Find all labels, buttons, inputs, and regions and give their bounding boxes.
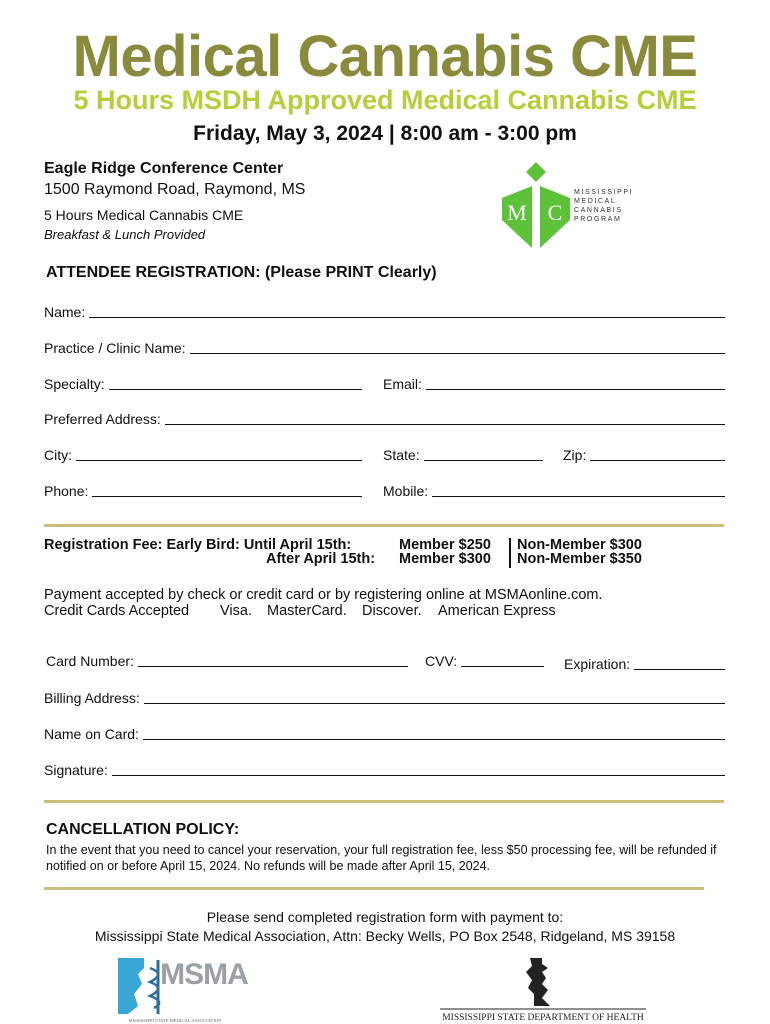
venue-meals: Breakfast & Lunch Provided xyxy=(44,227,206,242)
head-silhouette-icon xyxy=(526,958,550,1006)
cvv-label: CVV: xyxy=(425,653,458,669)
venue-name: Eagle Ridge Conference Center xyxy=(44,160,284,177)
name-on-card-label: Name on Card: xyxy=(44,726,139,742)
card-visa: Visa. xyxy=(220,603,252,619)
practice-line[interactable] xyxy=(190,353,725,354)
logo-line-3: CANNABIS xyxy=(574,207,623,214)
billing-address-label: Billing Address: xyxy=(44,690,140,706)
billing-address-line[interactable] xyxy=(144,703,725,704)
mobile-line[interactable] xyxy=(432,496,725,497)
fee-label: Registration Fee: Early Bird: Until April 15th: xyxy=(44,537,352,553)
divider xyxy=(44,887,704,890)
name-on-card-field[interactable] xyxy=(44,722,725,742)
cards-accepted-label: Credit Cards Accepted xyxy=(44,603,190,619)
expiration-line[interactable] xyxy=(634,669,725,670)
fee-early-nonmember: Non-Member $300 xyxy=(517,537,642,553)
phone-line[interactable] xyxy=(92,496,362,497)
fee-after-member: Member $300 xyxy=(399,551,491,567)
email-line[interactable] xyxy=(426,389,725,390)
signature-field[interactable] xyxy=(44,758,725,778)
msdh-caption: MISSISSIPPI STATE DEPARTMENT OF HEALTH xyxy=(442,1013,644,1023)
card-number-line[interactable] xyxy=(138,666,408,667)
signature-label: Signature: xyxy=(44,762,108,778)
logo-letter-c: C xyxy=(547,200,563,225)
card-mastercard: MasterCard. xyxy=(267,603,347,619)
mailing-instruction: Please send completed registration form with payment to: xyxy=(206,909,564,925)
specialty-field[interactable] xyxy=(44,372,362,392)
phone-label: Phone: xyxy=(44,483,89,499)
msma-caption: MISSISSIPPI STATE MEDICAL ASSOCIATION xyxy=(128,1018,222,1023)
page-title: Medical Cannabis CME xyxy=(72,24,698,89)
divider xyxy=(44,524,724,527)
billing-address-field[interactable] xyxy=(44,686,725,706)
city-label: City: xyxy=(44,447,72,463)
address-line[interactable] xyxy=(165,424,725,425)
expiration-label: Expiration: xyxy=(564,656,631,672)
practice-field[interactable] xyxy=(44,336,725,356)
expiration-field[interactable] xyxy=(564,652,725,672)
msma-logo xyxy=(114,954,248,1024)
card-number-field[interactable] xyxy=(46,649,408,669)
page-subtitle: 5 Hours MSDH Approved Medical Cannabis CME xyxy=(73,85,697,115)
payment-info: Payment accepted by check or credit card or by registering online at MSMAonline.com. xyxy=(44,587,603,603)
address-field[interactable] xyxy=(44,407,725,427)
zip-field[interactable] xyxy=(563,443,725,463)
venue-address: 1500 Raymond Road, Raymond, MS xyxy=(44,181,306,198)
event-date-time: Friday, May 3, 2024 | 8:00 am - 3:00 pm xyxy=(193,122,577,145)
caduceus-icon xyxy=(150,960,159,1014)
mailing-address: Mississippi State Medical Association, Attn: Becky Wells, PO Box 2548, Ridgeland, MS 39158 xyxy=(94,928,676,944)
divider xyxy=(44,800,724,803)
phone-field[interactable] xyxy=(44,479,362,499)
state-line[interactable] xyxy=(424,460,543,461)
venue-hours: 5 Hours Medical Cannabis CME xyxy=(44,207,244,223)
cancellation-heading: CANCELLATION POLICY: xyxy=(46,821,240,838)
mobile-label: Mobile: xyxy=(383,483,429,499)
state-label: State: xyxy=(383,447,420,463)
fee-after-label: After April 15th: xyxy=(266,551,376,567)
state-field[interactable] xyxy=(383,443,543,463)
mississippi-state-shape xyxy=(118,958,144,1014)
registration-heading: ATTENDEE REGISTRATION: (Please PRINT Clearly) xyxy=(46,264,437,281)
specialty-line[interactable] xyxy=(109,389,362,390)
mobile-field[interactable] xyxy=(383,479,725,499)
logo-letter-m: M xyxy=(507,200,527,225)
specialty-label: Specialty: xyxy=(44,376,105,392)
logo-line-2: MEDICAL xyxy=(574,198,617,205)
fee-after-nonmember: Non-Member $350 xyxy=(517,551,642,567)
logo-line-1: MISSISSIPPI xyxy=(574,189,634,196)
card-number-label: Card Number: xyxy=(46,653,134,669)
name-on-card-line[interactable] xyxy=(143,739,725,740)
msdh-logo xyxy=(438,954,648,1024)
name-field[interactable] xyxy=(44,300,725,320)
city-field[interactable] xyxy=(44,443,362,463)
signature-line[interactable] xyxy=(112,775,725,776)
msma-letters: MSMA xyxy=(160,958,248,991)
cancellation-text: In the event that you need to cancel your reservation, your full registration fee, less $50 processing fee, will be refunded if notified on or before April 15, 2024. No refunds will be made after April 15, 2024. xyxy=(46,843,717,873)
email-label: Email: xyxy=(383,376,422,392)
practice-label: Practice / Clinic Name: xyxy=(44,340,186,356)
cvv-field[interactable] xyxy=(425,649,544,669)
cvv-line[interactable] xyxy=(461,666,544,667)
name-label: Name: xyxy=(44,304,86,320)
zip-label: Zip: xyxy=(563,447,587,463)
fee-separator xyxy=(509,538,511,568)
zip-line[interactable] xyxy=(590,460,725,461)
card-discover: Discover. xyxy=(362,603,422,619)
name-line[interactable] xyxy=(89,317,725,318)
fee-early-member: Member $250 xyxy=(399,537,491,553)
medical-cannabis-program-logo xyxy=(498,158,648,250)
logo-line-4: PROGRAM xyxy=(574,216,622,223)
city-line[interactable] xyxy=(76,460,362,461)
address-label: Preferred Address: xyxy=(44,411,161,427)
card-amex: American Express xyxy=(438,603,556,619)
email-field[interactable] xyxy=(383,372,725,392)
